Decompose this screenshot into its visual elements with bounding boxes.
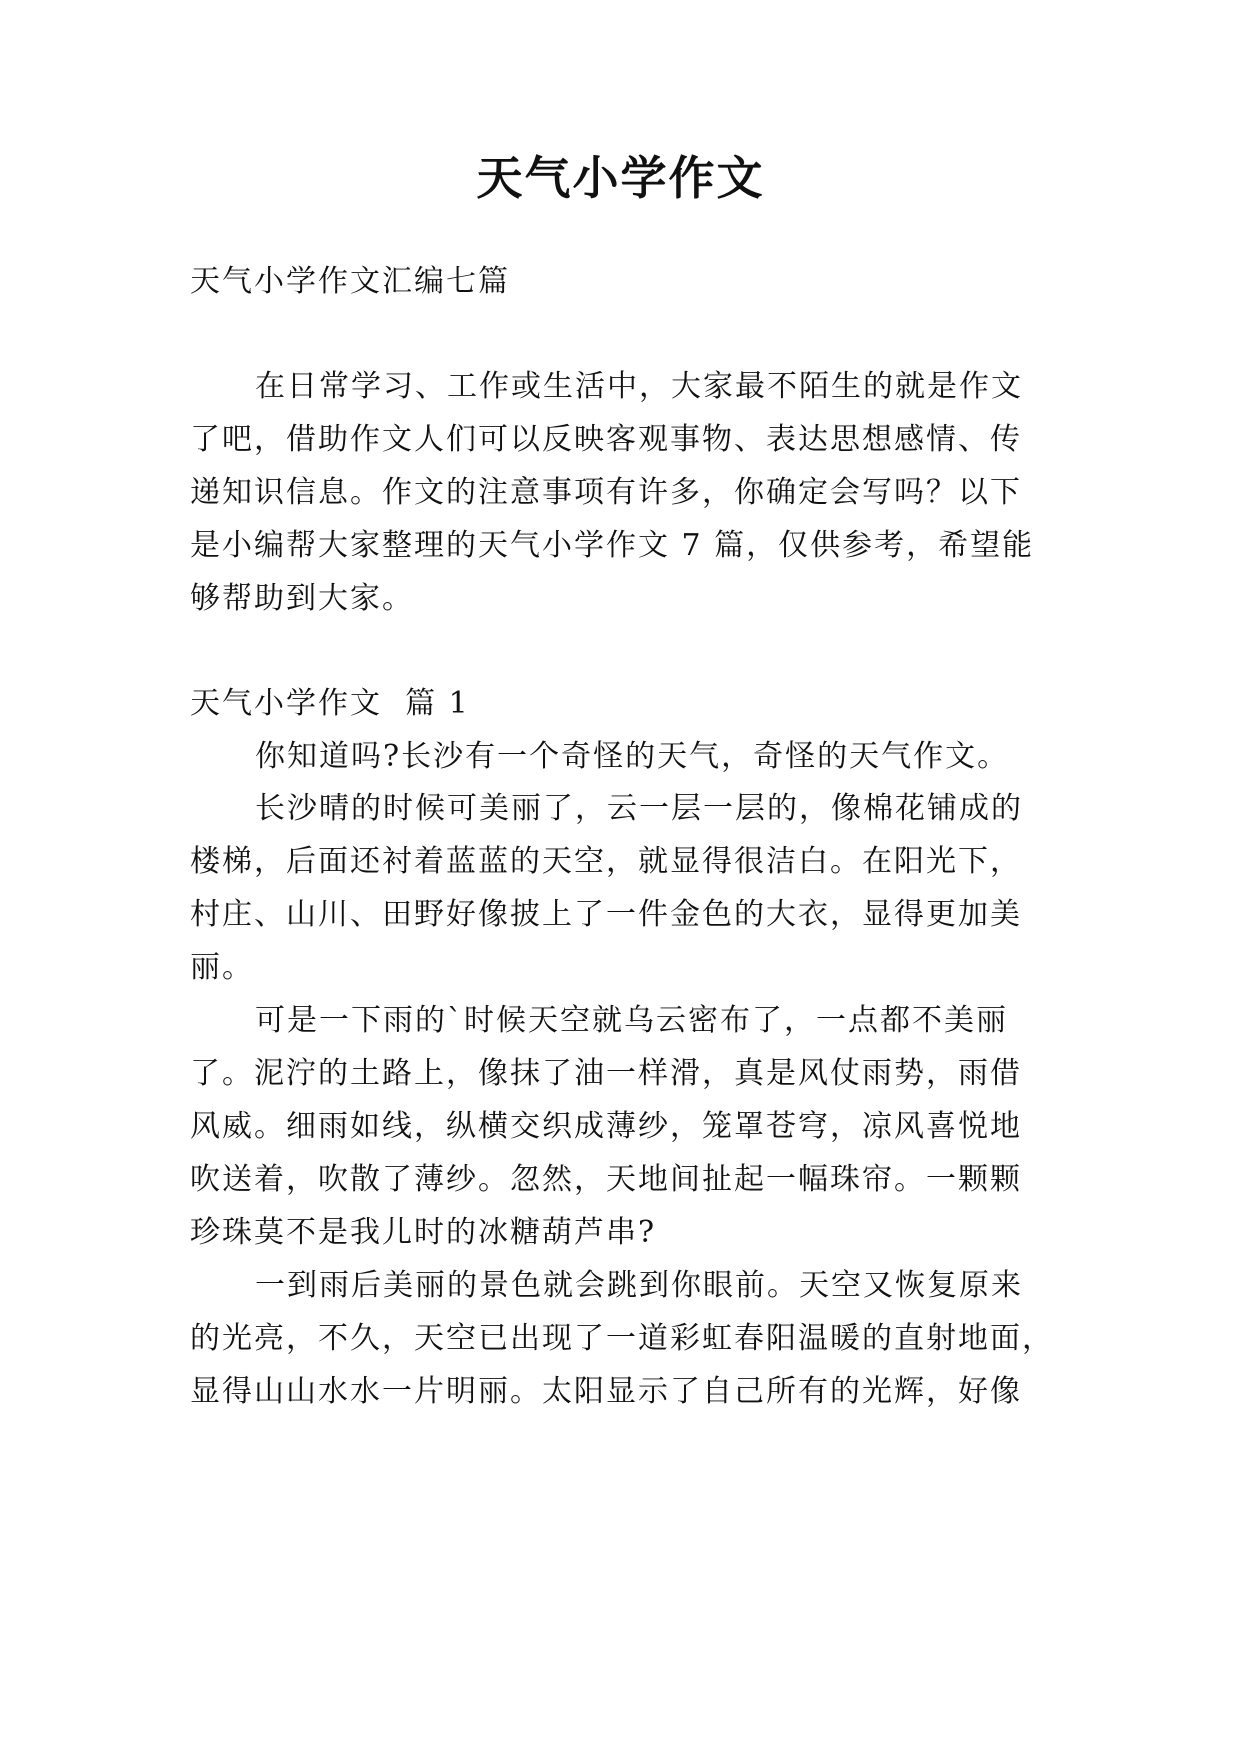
text-line: 一到雨后美丽的景色就会跳到你眼前。天空又恢复原来 (255, 1268, 1023, 1303)
text-line: 楼梯，后面还衬着蓝蓝的天空，就显得很洁白。在阳光下， (190, 844, 1022, 879)
text-line: 在日常学习、工作或生活中，大家最不陌生的就是作文 (255, 369, 1023, 404)
text-line: 了。泥泞的土路上，像抹了油一样滑，真是风仗雨势，雨借 (190, 1056, 1022, 1091)
document-title: 天气小学作文 (476, 151, 765, 205)
text-line: 村庄、山川、田野好像披上了一件金色的大衣，显得更加美 (190, 897, 1022, 932)
section-heading: 天气小学作文 篇 1 (190, 686, 470, 721)
text-line: 够帮助到大家。 (190, 581, 414, 616)
text-line: 风威。细雨如线，纵横交织成薄纱，笼罩苍穹，凉风喜悦地 (190, 1109, 1022, 1144)
text-line: 的光亮，不久，天空已出现了一道彩虹春阳温暖的直射地面， (190, 1321, 1054, 1356)
text-line: 了吧，借助作文人们可以反映客观事物、表达思想感情、传 (190, 422, 1022, 457)
text-line: 丽。 (190, 950, 254, 985)
text-line: 显得山山水水一片明丽。太阳显示了自己所有的光辉，好像 (190, 1374, 1022, 1409)
text-line: 是小编帮大家整理的天气小学作文 7 篇，仅供参考，希望能 (190, 528, 1035, 563)
text-line: 珍珠莫不是我儿时的冰糖葫芦串? (190, 1215, 657, 1250)
text-line: 吹送着，吹散了薄纱。忽然，天地间扯起一幅珠帘。一颗颗 (190, 1162, 1022, 1197)
text-line: 长沙晴的时候可美丽了，云一层一层的，像棉花铺成的 (255, 791, 1023, 826)
text-line: 递知识信息。作文的注意事项有许多，你确定会写吗？以下 (190, 475, 1022, 510)
text-line: 可是一下雨的`时候天空就乌云密布了，一点都不美丽 (255, 1003, 1008, 1038)
text-line: 你知道吗?长沙有一个奇怪的天气，奇怪的天气作文。 (255, 739, 1010, 774)
document-subtitle: 天气小学作文汇编七篇 (190, 264, 510, 299)
